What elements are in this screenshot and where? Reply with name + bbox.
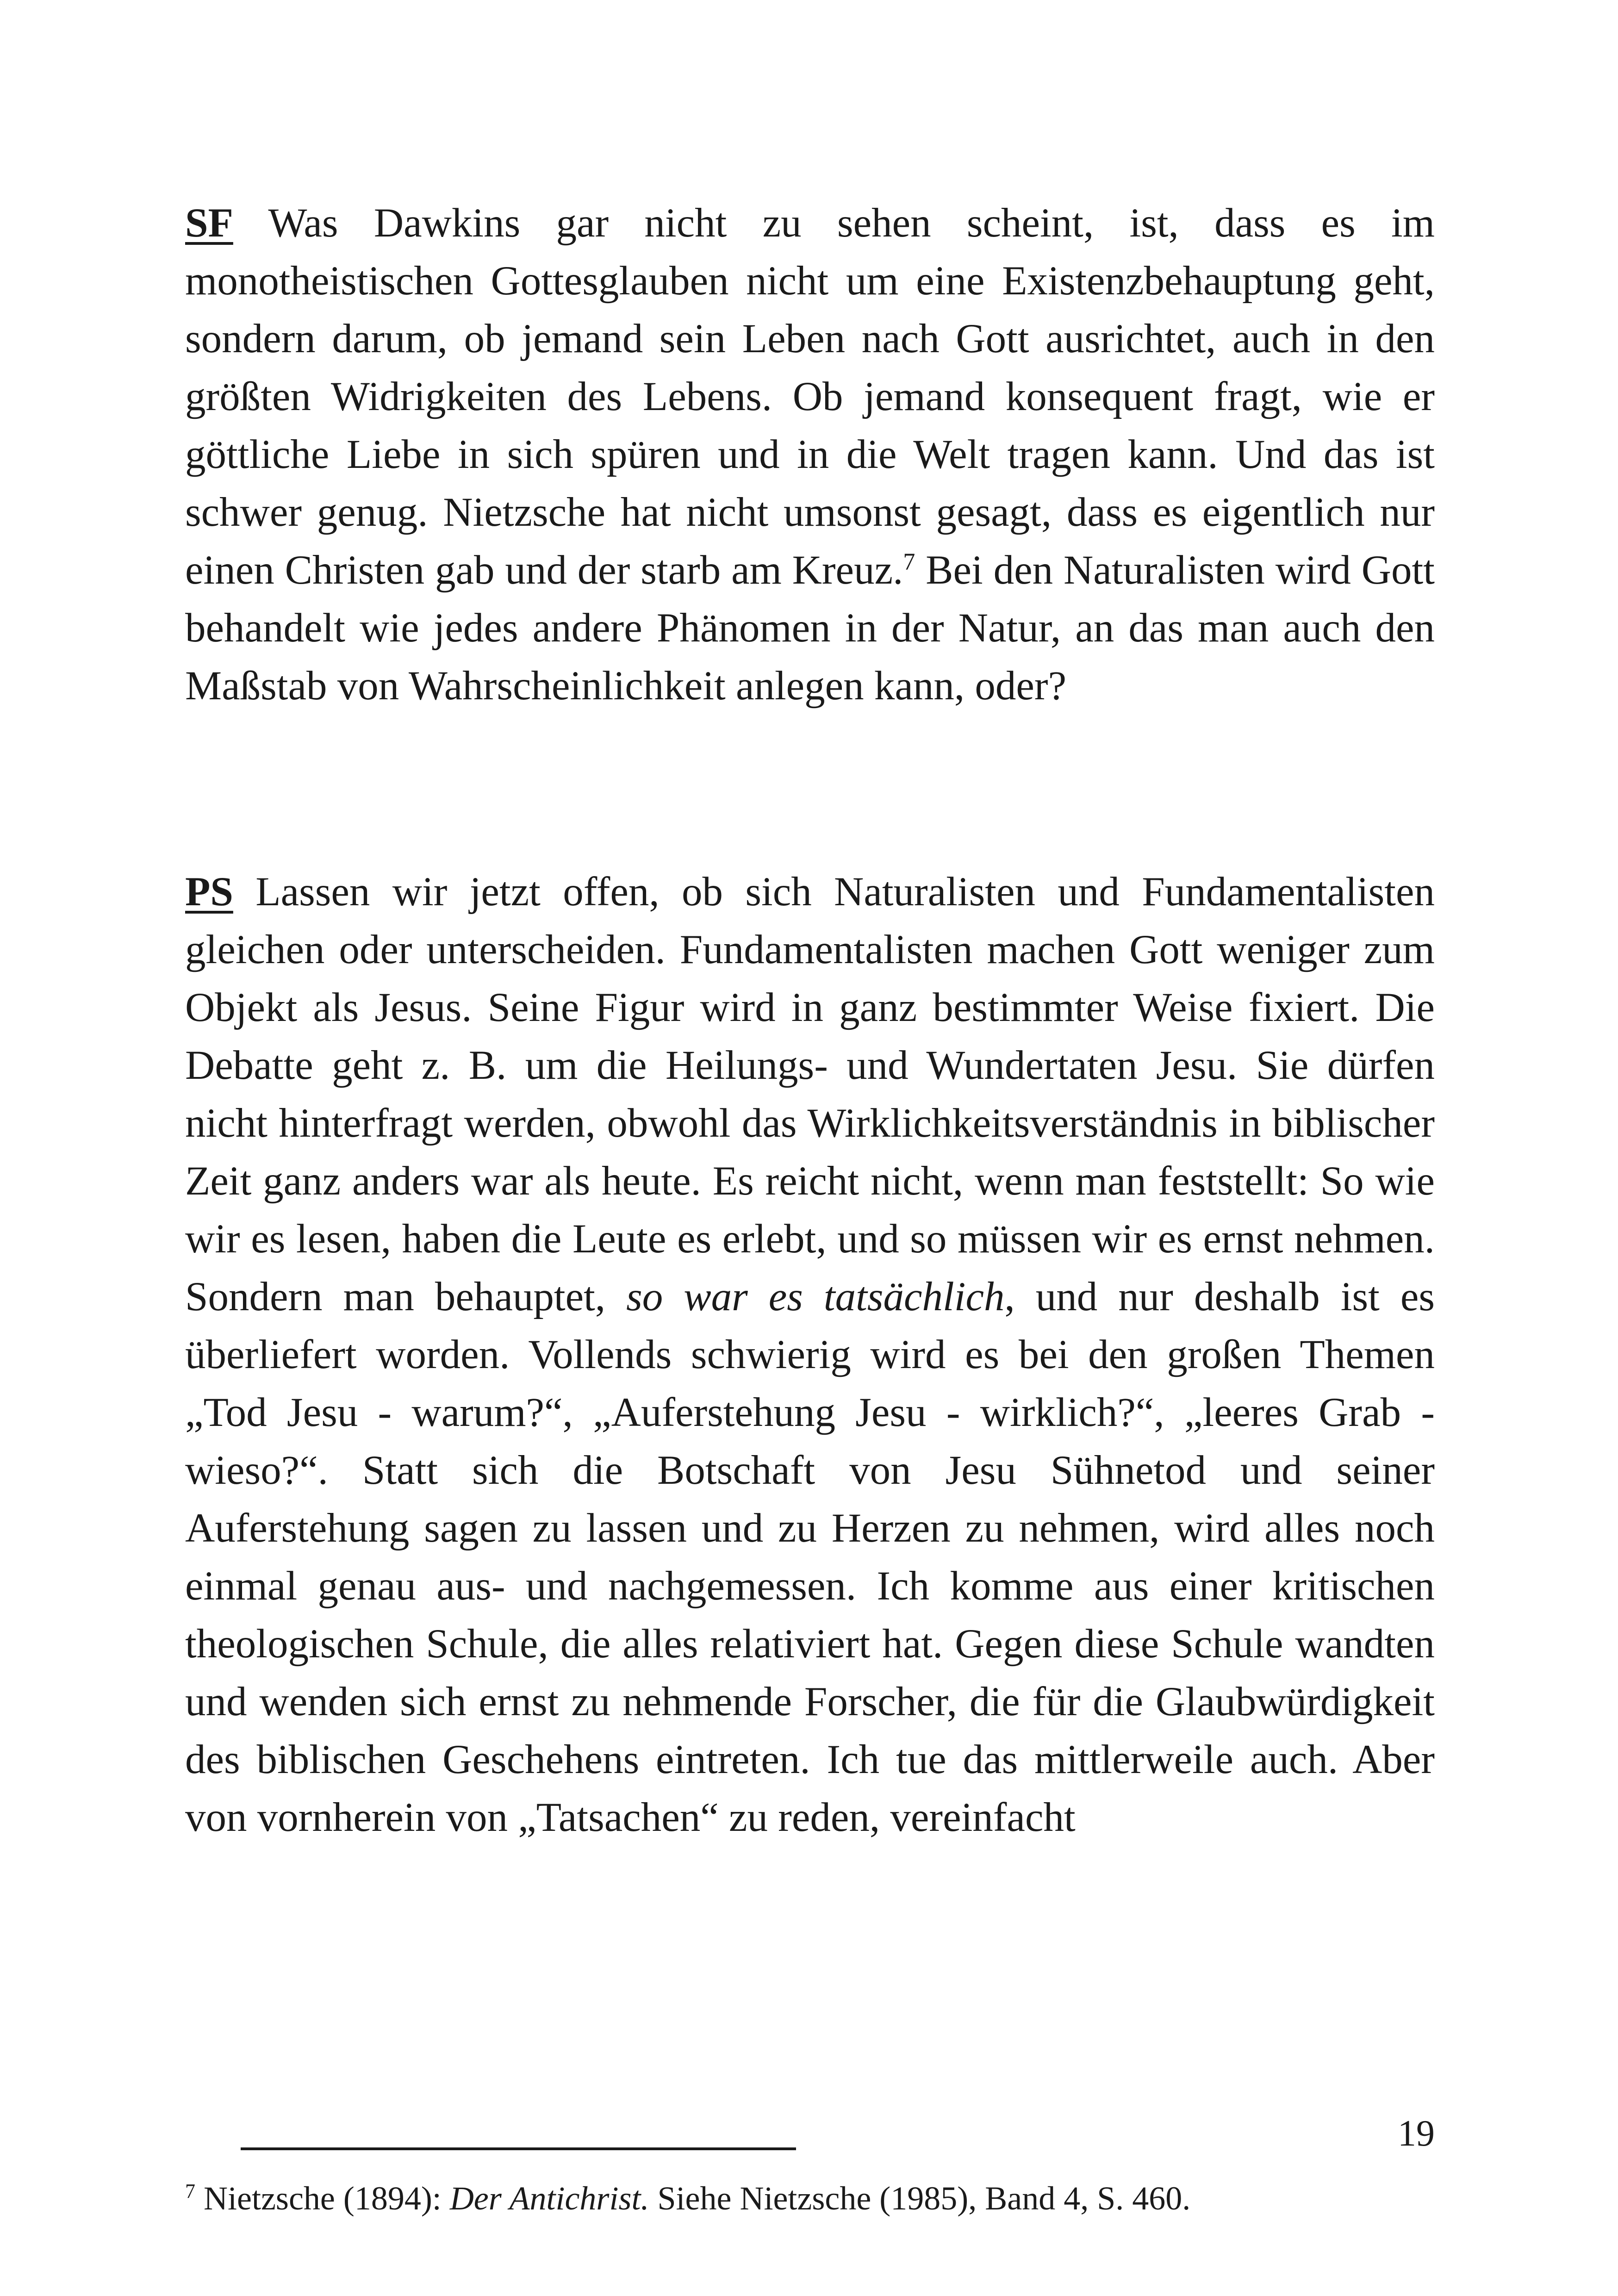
- paragraph-ps: [185, 863, 1435, 1847]
- footnote: [185, 2175, 1435, 2221]
- footnote-reference: 7: [903, 548, 915, 575]
- footnote-text-1: Nietzsche (1894):: [195, 2180, 450, 2217]
- paragraph-sf-text-1: Was Dawkins gar nicht zu sehen scheint, ist, dass es im monotheistischen Gottesglauben nicht um eine Existenzbehauptung geht, sondern darum, ob jemand sein Leben nach Gott ausrichtet, auch in den größten Widrigkeiten des Lebens. Ob jemand konsequent fragt, wie er göttliche Liebe in sich spüren und in die Welt tragen kann. Und das ist schwer genug. Nietzsche hat nicht umsonst gesagt, dass es eigentlich nur einen Christen gab und der starb am Kreuz.: [185, 200, 1435, 593]
- speaker-label-sf: SF: [185, 200, 233, 246]
- footnote-divider: [241, 2147, 796, 2150]
- paragraph-sf: [185, 194, 1435, 715]
- paragraph-sf-text-2: Bei den Naturalisten wird Gott behandelt wie jedes andere Phänomen in der Natur, an das man auch den Maßstab von Wahrscheinlichkeit anlegen kann, oder?: [185, 548, 1435, 709]
- page-number: 19: [1398, 2113, 1435, 2154]
- footnote-title: Der Antichrist.: [449, 2180, 649, 2217]
- paragraph-ps-emphasis: so war es tatsächlich: [626, 1274, 1005, 1319]
- footnote-text-2: Siehe Nietzsche (1985), Band 4, S. 460.: [649, 2180, 1191, 2217]
- speaker-label-ps: PS: [185, 869, 233, 915]
- paragraph-ps-text-2: , und nur deshalb ist es überliefert worden. Vollends schwierig wird es bei den großen Themen „Tod Jesu - warum?“, „Auferstehung Jesu - wirklich?“, „leeres Grab - wieso?“. Statt sich die Botschaft von Jesu Sühnetod und seiner Auferstehung sagen zu lassen und zu Herzen zu nehmen, wird alles noch einmal genau aus- und nachgemessen. Ich komme aus einer kritischen theologischen Schule, die alles relativiert hat. Gegen diese Schule wandten und wenden sich ernst zu nehmende Forscher, die für die Glaubwürdigkeit des biblischen Geschehens eintreten. Ich tue das mittlerweile auch. Aber von vornherein von „Tatsachen“ zu reden, vereinfacht: [185, 1274, 1435, 1840]
- footnote-number: 7: [185, 2180, 195, 2203]
- book-page: [185, 194, 1435, 2231]
- paragraph-ps-text-1: Lassen wir jetzt offen, ob sich Naturalisten und Fundamentalisten gleichen oder unterscheiden. Fundamentalisten machen Gott weniger zum Objekt als Jesus. Seine Figur wird in ganz bestimmter Weise fixiert. Die Debatte geht z. B. um die Heilungs- und Wundertaten Jesu. Sie dürfen nicht hinterfragt werden, obwohl das Wirklichkeitsverständnis in biblischer Zeit ganz anders war als heute. Es reicht nicht, wenn man feststellt: So wie wir es lesen, haben die Leute es erlebt, und so müssen wir es ernst nehmen. Sondern man behauptet,: [185, 869, 1435, 1319]
